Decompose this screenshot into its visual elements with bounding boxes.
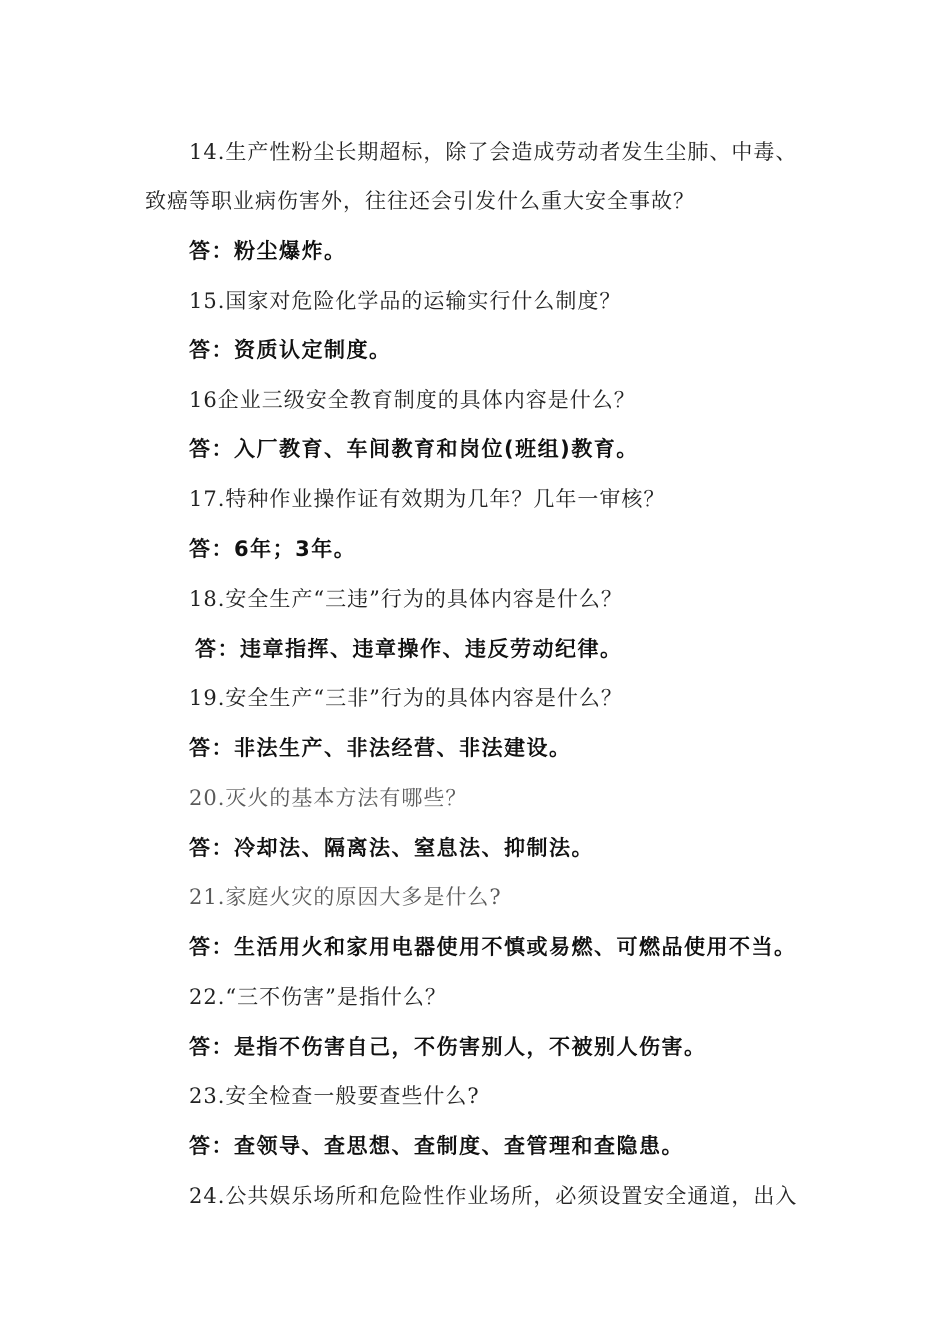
answer-14: 答：粉尘爆炸。 [189, 239, 347, 263]
answer-15: 答：资质认定制度。 [189, 338, 392, 362]
question-23: 23.安全检查一般要查些什么? [189, 1084, 480, 1108]
question-15: 15.国家对危险化学品的运输实行什么制度？ [189, 289, 622, 313]
question-16: 16企业三级安全教育制度的具体内容是什么？ [189, 388, 636, 412]
answer-16: 答：入厂教育、车间教育和岗位(班组)教育。 [189, 437, 639, 461]
answer-20: 答：冷却法、隔离法、窒息法、抑制法。 [189, 836, 594, 860]
question-20: 20.灭火的基本方法有哪些？ [189, 786, 468, 810]
answer-21: 答：生活用火和家用电器使用不慎或易燃、可燃品使用不当。 [189, 935, 797, 959]
answer-23: 答：查领导、查思想、查制度、查管理和查隐患。 [189, 1134, 684, 1158]
question-19: 19.安全生产“三非”行为的具体内容是什么？ [189, 686, 623, 710]
question-18: 18.安全生产“三违”行为的具体内容是什么？ [189, 587, 623, 611]
question-14-line-1: 14.生产性粉尘长期超标，除了会造成劳动者发生尘肺、中毒、 [189, 140, 798, 164]
question-14-line-2: 致癌等职业病伤害外，往往还会引发什么重大安全事故？ [145, 189, 695, 213]
question-22: 22.“三不伤害”是指什么？ [189, 985, 447, 1009]
answer-19: 答：非法生产、非法经营、非法建设。 [189, 736, 572, 760]
question-24-line-1: 24.公共娱乐场所和危险性作业场所，必须设置安全通道，出入 [189, 1184, 798, 1208]
answer-18: 答：违章指挥、违章操作、违反劳动纪律。 [195, 637, 623, 661]
answer-17: 答：6年；3年。 [189, 537, 357, 561]
question-17: 17.特种作业操作证有效期为几年？几年一审核？ [189, 487, 666, 511]
answer-22: 答：是指不伤害自己，不伤害别人，不被别人伤害。 [189, 1035, 707, 1059]
question-21: 21.家庭火灾的原因大多是什么? [189, 885, 502, 909]
